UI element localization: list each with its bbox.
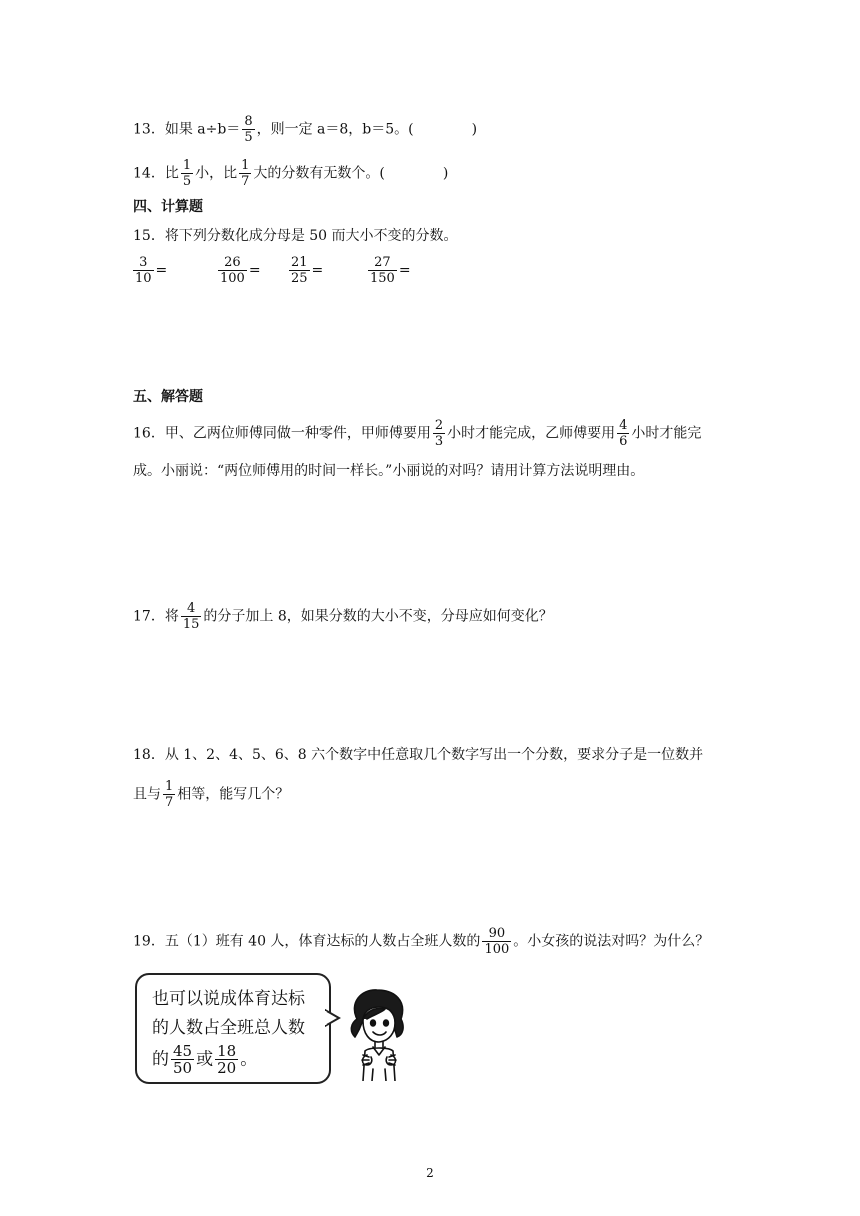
fraction: $\frac{3}{10}$ — [135, 255, 152, 286]
calc-item-3: $\frac{21}{25}$ = — [291, 255, 324, 286]
fraction: $\frac{45}{50}$ — [173, 1042, 193, 1077]
fraction: $\frac{26}{100}$ — [220, 255, 245, 286]
calc-item-2: $\frac{26}{100}$ = — [220, 255, 261, 286]
fraction: $\frac{8}{5}$ — [244, 114, 253, 145]
bubble-text: 也可以说成体育达标 的人数占全班总人数 的 $\frac{45}{50}$ 或 $\frac{18}{20}$ 。 — [152, 989, 305, 1077]
section-heading-calculation: 四、计算题 — [133, 199, 203, 215]
calc-item-4: $\frac{27}{150}$ = — [370, 255, 411, 286]
fraction: $\frac{90}{100}$ — [484, 926, 510, 957]
section-heading-solution: 五、解答题 — [133, 389, 203, 405]
question-13: 13．如果 a÷b＝ $\frac{8}{5}$ ，则一定 a＝8，b＝5。( ) — [133, 114, 478, 145]
question-18-line-1: 18．从 1、2、4、5、6、8 六个数字中任意取几个数字写出一个分数，要求分子是一位数并 — [133, 747, 704, 763]
question-18-line-2: 且与 $\frac{1}{7}$ 相等，能写几个？ — [133, 779, 290, 810]
fraction: $\frac{4}{15}$ — [182, 601, 200, 632]
q13-suffix: ，则一定 a＝8，b＝5。( — [256, 121, 414, 138]
fraction: $\frac{2}{3}$ — [434, 418, 444, 449]
fraction: $\frac{1}{7}$ — [241, 158, 250, 189]
fraction: $\frac{18}{20}$ — [217, 1042, 237, 1077]
fraction: $\frac{1}{7}$ — [165, 779, 174, 810]
girl-illustration-icon — [343, 985, 415, 1081]
question-16-line-2: 成。小丽说：“两位师傅用的时间一样长。”小丽说的对吗？请用计算方法说明理由。 — [133, 463, 645, 479]
page-number: 2 — [426, 1166, 434, 1180]
q13-prefix: 13．如果 a÷b＝ — [133, 121, 241, 138]
fraction: $\frac{21}{25}$ — [291, 255, 308, 286]
question-14: 14．比 $\frac{1}{5}$ 小，比 $\frac{1}{7}$ 大的分数有无数个。( ) — [133, 158, 449, 189]
question-16-line-1: 16．甲、乙两位师傅同做一种零件，甲师傅要用 $\frac{2}{3}$ 小时才能完成，乙师傅要用 $\frac{4}{6}$ 小时才能完 — [133, 418, 702, 449]
speech-bubble-tail-icon — [325, 1008, 341, 1030]
fraction: $\frac{1}{5}$ — [182, 158, 192, 189]
fraction: $\frac{4}{6}$ — [619, 418, 628, 449]
calc-item-1: $\frac{3}{10}$ = — [135, 255, 168, 286]
question-15: 15．将下列分数化成分母是 50 而大小不变的分数。 — [133, 228, 458, 244]
question-19: 19．五（1）班有 40 人，体育达标的人数占全班人数的 $\frac{90}{100}$ 。小女孩的说法对吗？为什么？ — [133, 926, 710, 957]
fraction: $\frac{27}{150}$ — [370, 255, 395, 286]
question-17: 17．将 $\frac{4}{15}$ 的分子加上 8，如果分数的大小不变，分母应如何变化？ — [133, 601, 553, 632]
